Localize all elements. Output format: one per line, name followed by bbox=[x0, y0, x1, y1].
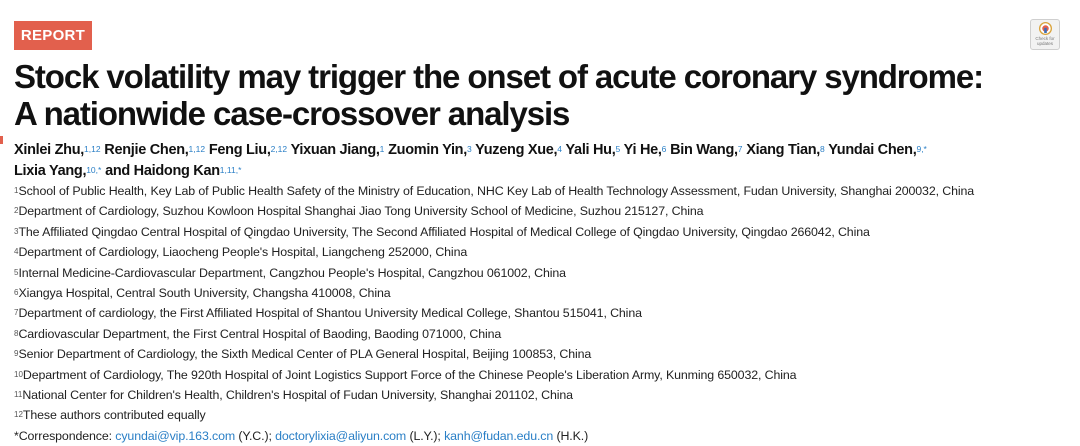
affiliation-item: $^{11}$National Center for Children's Health, Children's Hospital of Fudan University, Shanghai 201102, China bbox=[14, 388, 573, 403]
author-affiliation-sup[interactable]: 5 bbox=[615, 144, 621, 154]
author: Yali Hu,$^5$ bbox=[565, 142, 621, 158]
title-line-1: Stock volatility may trigger the onset of acute coronary syndrome: bbox=[14, 58, 983, 95]
email-link-yc[interactable]: cyundai@vip.163.com bbox=[115, 428, 236, 443]
author: Lixia Yang,$^{10,*}$ bbox=[14, 163, 102, 179]
affiliation-list bbox=[14, 181, 1076, 446]
affiliation-item: $^6$Xiangya Hospital, Central South University, Changsha 410008, China bbox=[14, 286, 391, 301]
correspondence-note: *Correspondence: cyundai@vip.163.com (Y.C.); doctorylixia@aliyun.com (L.Y.); kanh@fudan.edu.cn (H.K.) bbox=[14, 428, 589, 443]
author: Zuomin Yin,$^3$ bbox=[388, 142, 472, 158]
author-line-2 bbox=[14, 161, 1064, 182]
article-type-badge: REPORT bbox=[14, 21, 92, 50]
affiliation-item: $^9$Senior Department of Cardiology, the Sixth Medical Center of PLA General Hospital, Beijing 100853, China bbox=[14, 347, 592, 362]
author-affiliation-sup[interactable]: 2,12 bbox=[270, 144, 288, 154]
affiliation-item: $^{10}$Department of Cardiology, The 920th Hospital of Joint Logistics Support Force of the Chinese People's Liberation Army, Kunming 650032, China bbox=[14, 367, 797, 382]
author-affiliation-sup[interactable]: 1,12 bbox=[84, 144, 101, 154]
affiliation-item: $^1$School of Public Health, Key Lab of Public Health Safety of the Ministry of Education, NHC Key Lab of Health Technology Assessment, Fudan University, Shanghai 200032, China bbox=[14, 184, 975, 198]
check-for-updates-label: Check for updates bbox=[1035, 36, 1055, 46]
author-affiliation-sup[interactable]: 1,12 bbox=[188, 144, 206, 154]
author-affiliation-sup[interactable]: 3 bbox=[466, 144, 472, 154]
author: Yundai Chen,$^{9,*}$ bbox=[828, 142, 927, 158]
author: Feng Liu,$^{2,12}$ bbox=[208, 142, 288, 158]
email-link-ly[interactable]: doctorylixia@aliyun.com bbox=[275, 428, 407, 443]
author-affiliation-sup[interactable]: 1 bbox=[379, 144, 385, 154]
author: Bin Wang,$^7$ bbox=[670, 142, 743, 158]
author: Xinlei Zhu,$^{1,12}$ bbox=[14, 142, 101, 158]
author-affiliation-sup[interactable]: 7 bbox=[737, 144, 743, 154]
margin-marker bbox=[0, 136, 3, 144]
author-list bbox=[14, 140, 1064, 182]
email-link-hk[interactable]: kanh@fudan.edu.cn bbox=[444, 428, 554, 443]
affiliation-item: $^4$Department of Cardiology, Liaocheng People's Hospital, Liangcheng 252000, China bbox=[14, 245, 468, 260]
title-line-2: A nationwide case-crossover analysis bbox=[14, 95, 570, 132]
author: Xiang Tian,$^8$ bbox=[746, 142, 825, 158]
author: Renjie Chen,$^{1,12}$ bbox=[104, 142, 206, 158]
affiliation-item: $^2$Department of Cardiology, Suzhou Kowloon Hospital Shanghai Jiao Tong University School of Medicine, Suzhou 215127, China bbox=[14, 204, 704, 219]
author-affiliation-sup[interactable]: 9,* bbox=[916, 144, 927, 154]
check-for-updates-button[interactable] bbox=[1030, 19, 1060, 50]
author-affiliation-sup[interactable]: 10,* bbox=[86, 165, 102, 175]
affiliation-item: $^3$The Affiliated Qingdao Central Hospital of Qingdao University, The Second Affiliated Hospital of Medical College of Qingdao University, Qingdao 266042, China bbox=[14, 224, 870, 239]
affiliation-item: $^5$Internal Medicine-Cardiovascular Department, Cangzhou People's Hospital, Cangzhou 061002, China bbox=[14, 265, 566, 280]
check-for-updates-icon bbox=[1039, 22, 1052, 35]
author: and Haidong Kan$^{1,11,*}$ bbox=[105, 163, 242, 179]
article-title bbox=[14, 58, 1064, 132]
affiliation-item: $^8$Cardiovascular Department, the First Central Hospital of Baoding, Baoding 071000, China bbox=[14, 326, 502, 341]
author-affiliation-sup[interactable]: 1,11,* bbox=[219, 165, 242, 175]
author-affiliation-sup[interactable]: 4 bbox=[557, 144, 563, 154]
author-affiliation-sup[interactable]: 8 bbox=[820, 144, 825, 154]
author-affiliation-sup[interactable]: 6 bbox=[661, 144, 667, 154]
equal-contribution-note: $^{12}$These authors contributed equally bbox=[14, 408, 206, 423]
affiliation-item: $^7$Department of cardiology, the First Affiliated Hospital of Shantou University Medical College, Shantou 515041, China bbox=[14, 306, 642, 321]
author: Yi He,$^6$ bbox=[623, 142, 667, 158]
author: Yixuan Jiang,$^1$ bbox=[290, 142, 385, 158]
author: Yuzeng Xue,$^4$ bbox=[475, 142, 563, 158]
author-line-1 bbox=[14, 140, 1064, 161]
